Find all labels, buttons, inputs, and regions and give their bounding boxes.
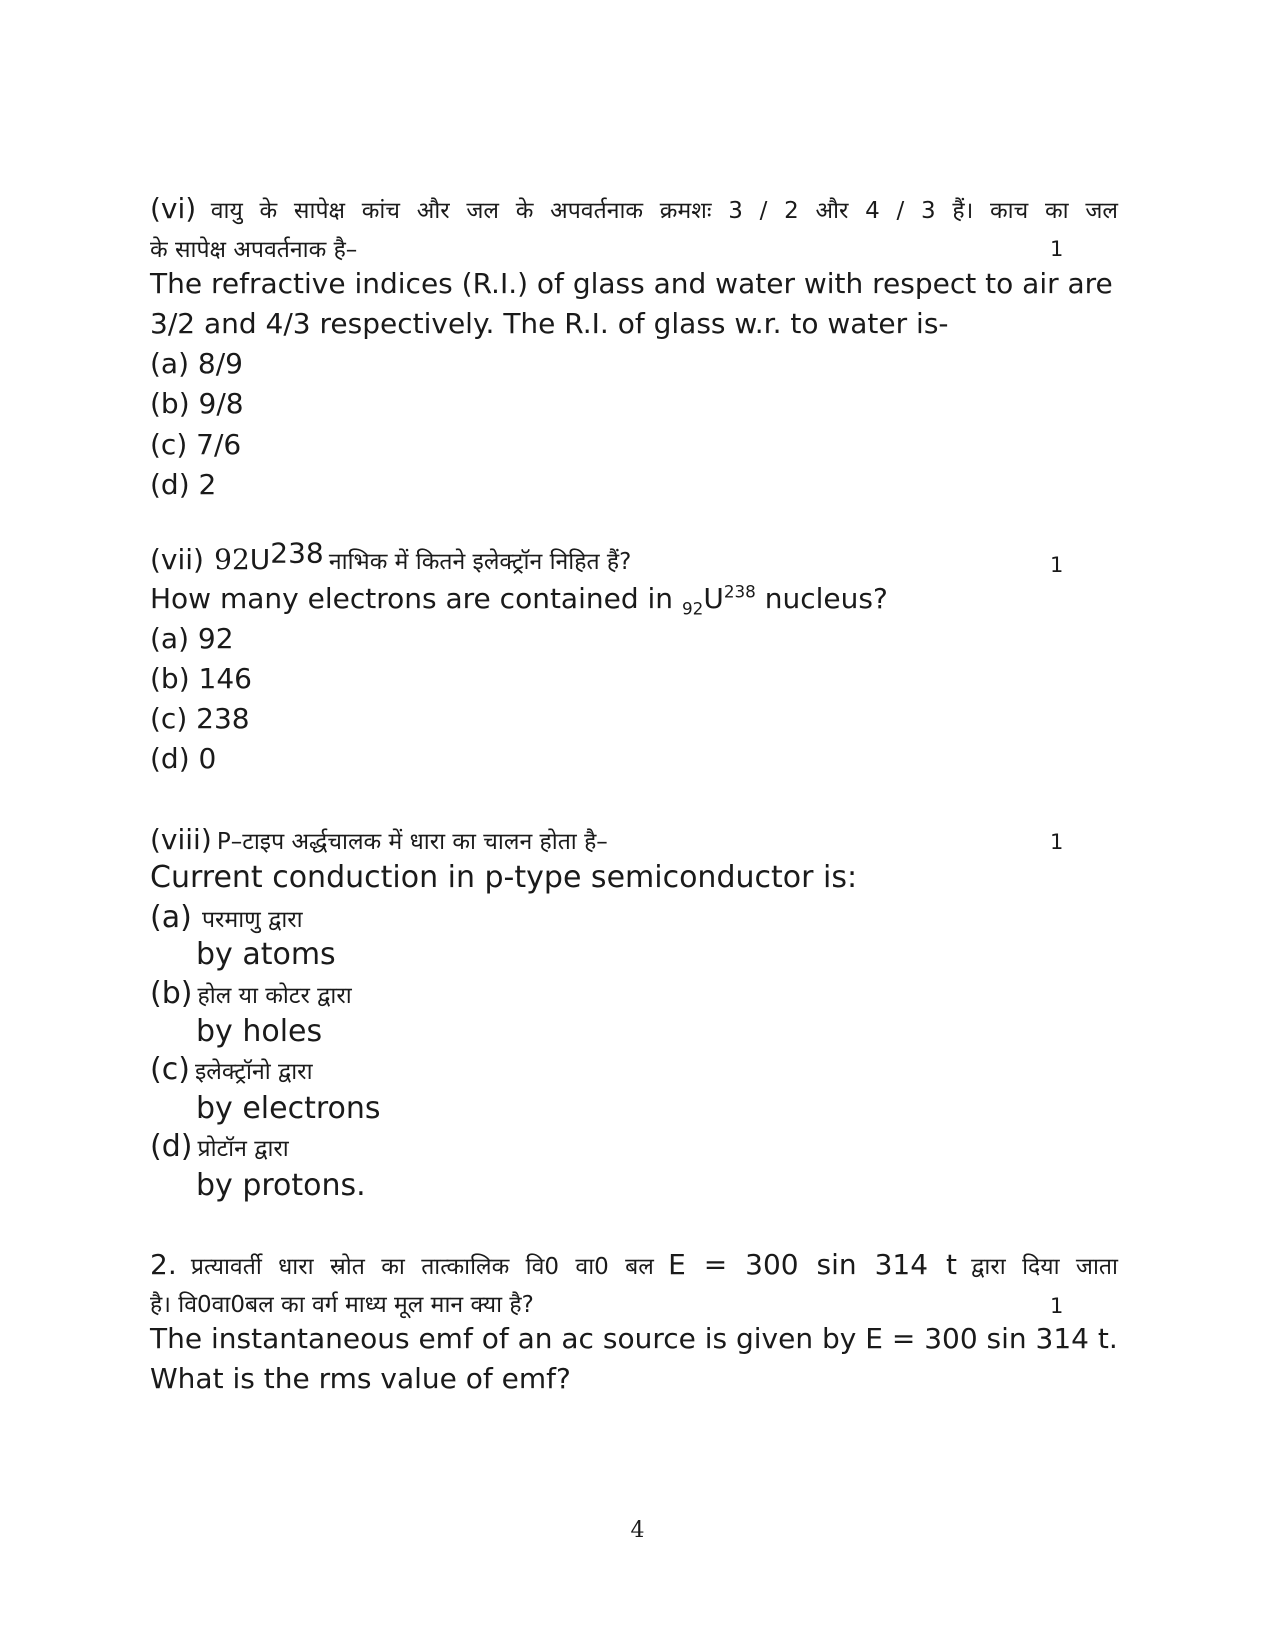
q6-option-c: (c) 7/6 [150,428,242,461]
q8-option-b [150,976,352,1011]
q8-english-line: Current conduction in p-type semiconductor is: [150,860,858,895]
q8-option-c [150,1052,313,1087]
q6-hindi-line-1 [150,192,1118,225]
q7-english-line [150,581,888,619]
q7-option-b: (b) 146 [150,662,252,695]
q8-option-b-english: by holes [196,1014,323,1049]
q2-english-line-2: What is the rms value of emf? [150,1362,571,1395]
q8-option-a-letter: (a) [150,900,192,935]
q8-option-a-hindi: परमाणु द्वारा [201,907,303,933]
q6-option-b: (b) 9/8 [150,387,244,420]
q7-english-before: How many electrons are contained in [150,582,682,615]
q8-hindi-line [150,823,608,856]
q7-english-after: nucleus? [755,582,888,615]
q7-isotope-mass: 238 [270,536,324,570]
q8-option-b-letter: (b) [150,976,193,1011]
q8-marks: 1 [1050,830,1064,854]
q6-marks: 1 [1050,237,1064,261]
q6-number: (vi) [150,192,197,225]
page-number: 4 [630,1518,645,1543]
q6-english-line-1: The refractive indices (R.I.) of glass and water with respect to air are [150,267,1113,300]
q7-number: (vii) [150,543,204,576]
q6-option-a: (a) 8/9 [150,347,243,380]
q7-hindi-line [150,536,632,576]
q7-english-atomic: 92 [681,598,704,619]
q8-option-c-letter: (c) [150,1052,190,1087]
q7-english-mass: 238 [723,581,756,602]
q2-hindi-line-1 [150,1248,1118,1281]
q2-number: 2. [150,1248,177,1281]
q2-hindi-text-1b: द्वारा दिया जाता [971,1254,1118,1280]
q2-hindi-text-1: प्रत्यावर्ती धारा स्रोत का तात्कालिक वि0 वा0 बल [190,1254,654,1280]
q8-option-d-hindi: प्रोटॉन द्वारा [197,1136,289,1162]
q7-isotope-symbol: U [249,543,271,576]
q7-english-symbol: U [703,582,724,615]
q8-number: (viii) [150,823,212,856]
q7-option-a: (a) 92 [150,622,234,655]
q8-option-c-english: by electrons [196,1091,381,1126]
q7-marks: 1 [1050,553,1064,577]
q2-marks: 1 [1050,1294,1064,1318]
q7-hindi-text: नाभिक में कितने इलेक्ट्रॉन निहित हैं? [328,549,632,575]
q7-isotope-atomic-number: 92 [214,543,250,576]
q7-option-d: (d) 0 [150,742,217,775]
q6-hindi-text-1: वायु के सापेक्ष कांच और जल के अपवर्तनाक क्रमशः 3 / 2 और 4 / 3 हैं। काच का जल [210,198,1118,224]
q8-option-c-hindi: इलेक्ट्रॉनो द्वारा [195,1059,313,1085]
q8-option-a [150,900,303,935]
q8-option-b-hindi: होल या कोटर द्वारा [197,983,352,1009]
q2-equation-hindi: E = 300 sin 314 t [668,1248,957,1281]
q6-option-d: (d) 2 [150,468,217,501]
q8-option-d [150,1129,289,1164]
q8-option-a-english: by atoms [196,937,336,972]
q6-hindi-line-2: के सापेक्ष अपवर्तनाक है– [150,237,358,263]
q2-hindi-line-2: है। वि0वा0बल का वर्ग माध्य मूल मान क्या है? [150,1292,534,1318]
q8-option-d-english: by protons. [196,1168,366,1203]
q8-hindi-text: P–टाइप अर्द्धचालक में धारा का चालन होता है– [216,829,608,855]
q6-english-line-2: 3/2 and 4/3 respectively. The R.I. of glass w.r. to water is- [150,307,949,340]
q7-option-c: (c) 238 [150,702,250,735]
q8-option-d-letter: (d) [150,1129,193,1164]
q2-english-line-1: The instantaneous emf of an ac source is given by E = 300 sin 314 t. [150,1322,1118,1355]
